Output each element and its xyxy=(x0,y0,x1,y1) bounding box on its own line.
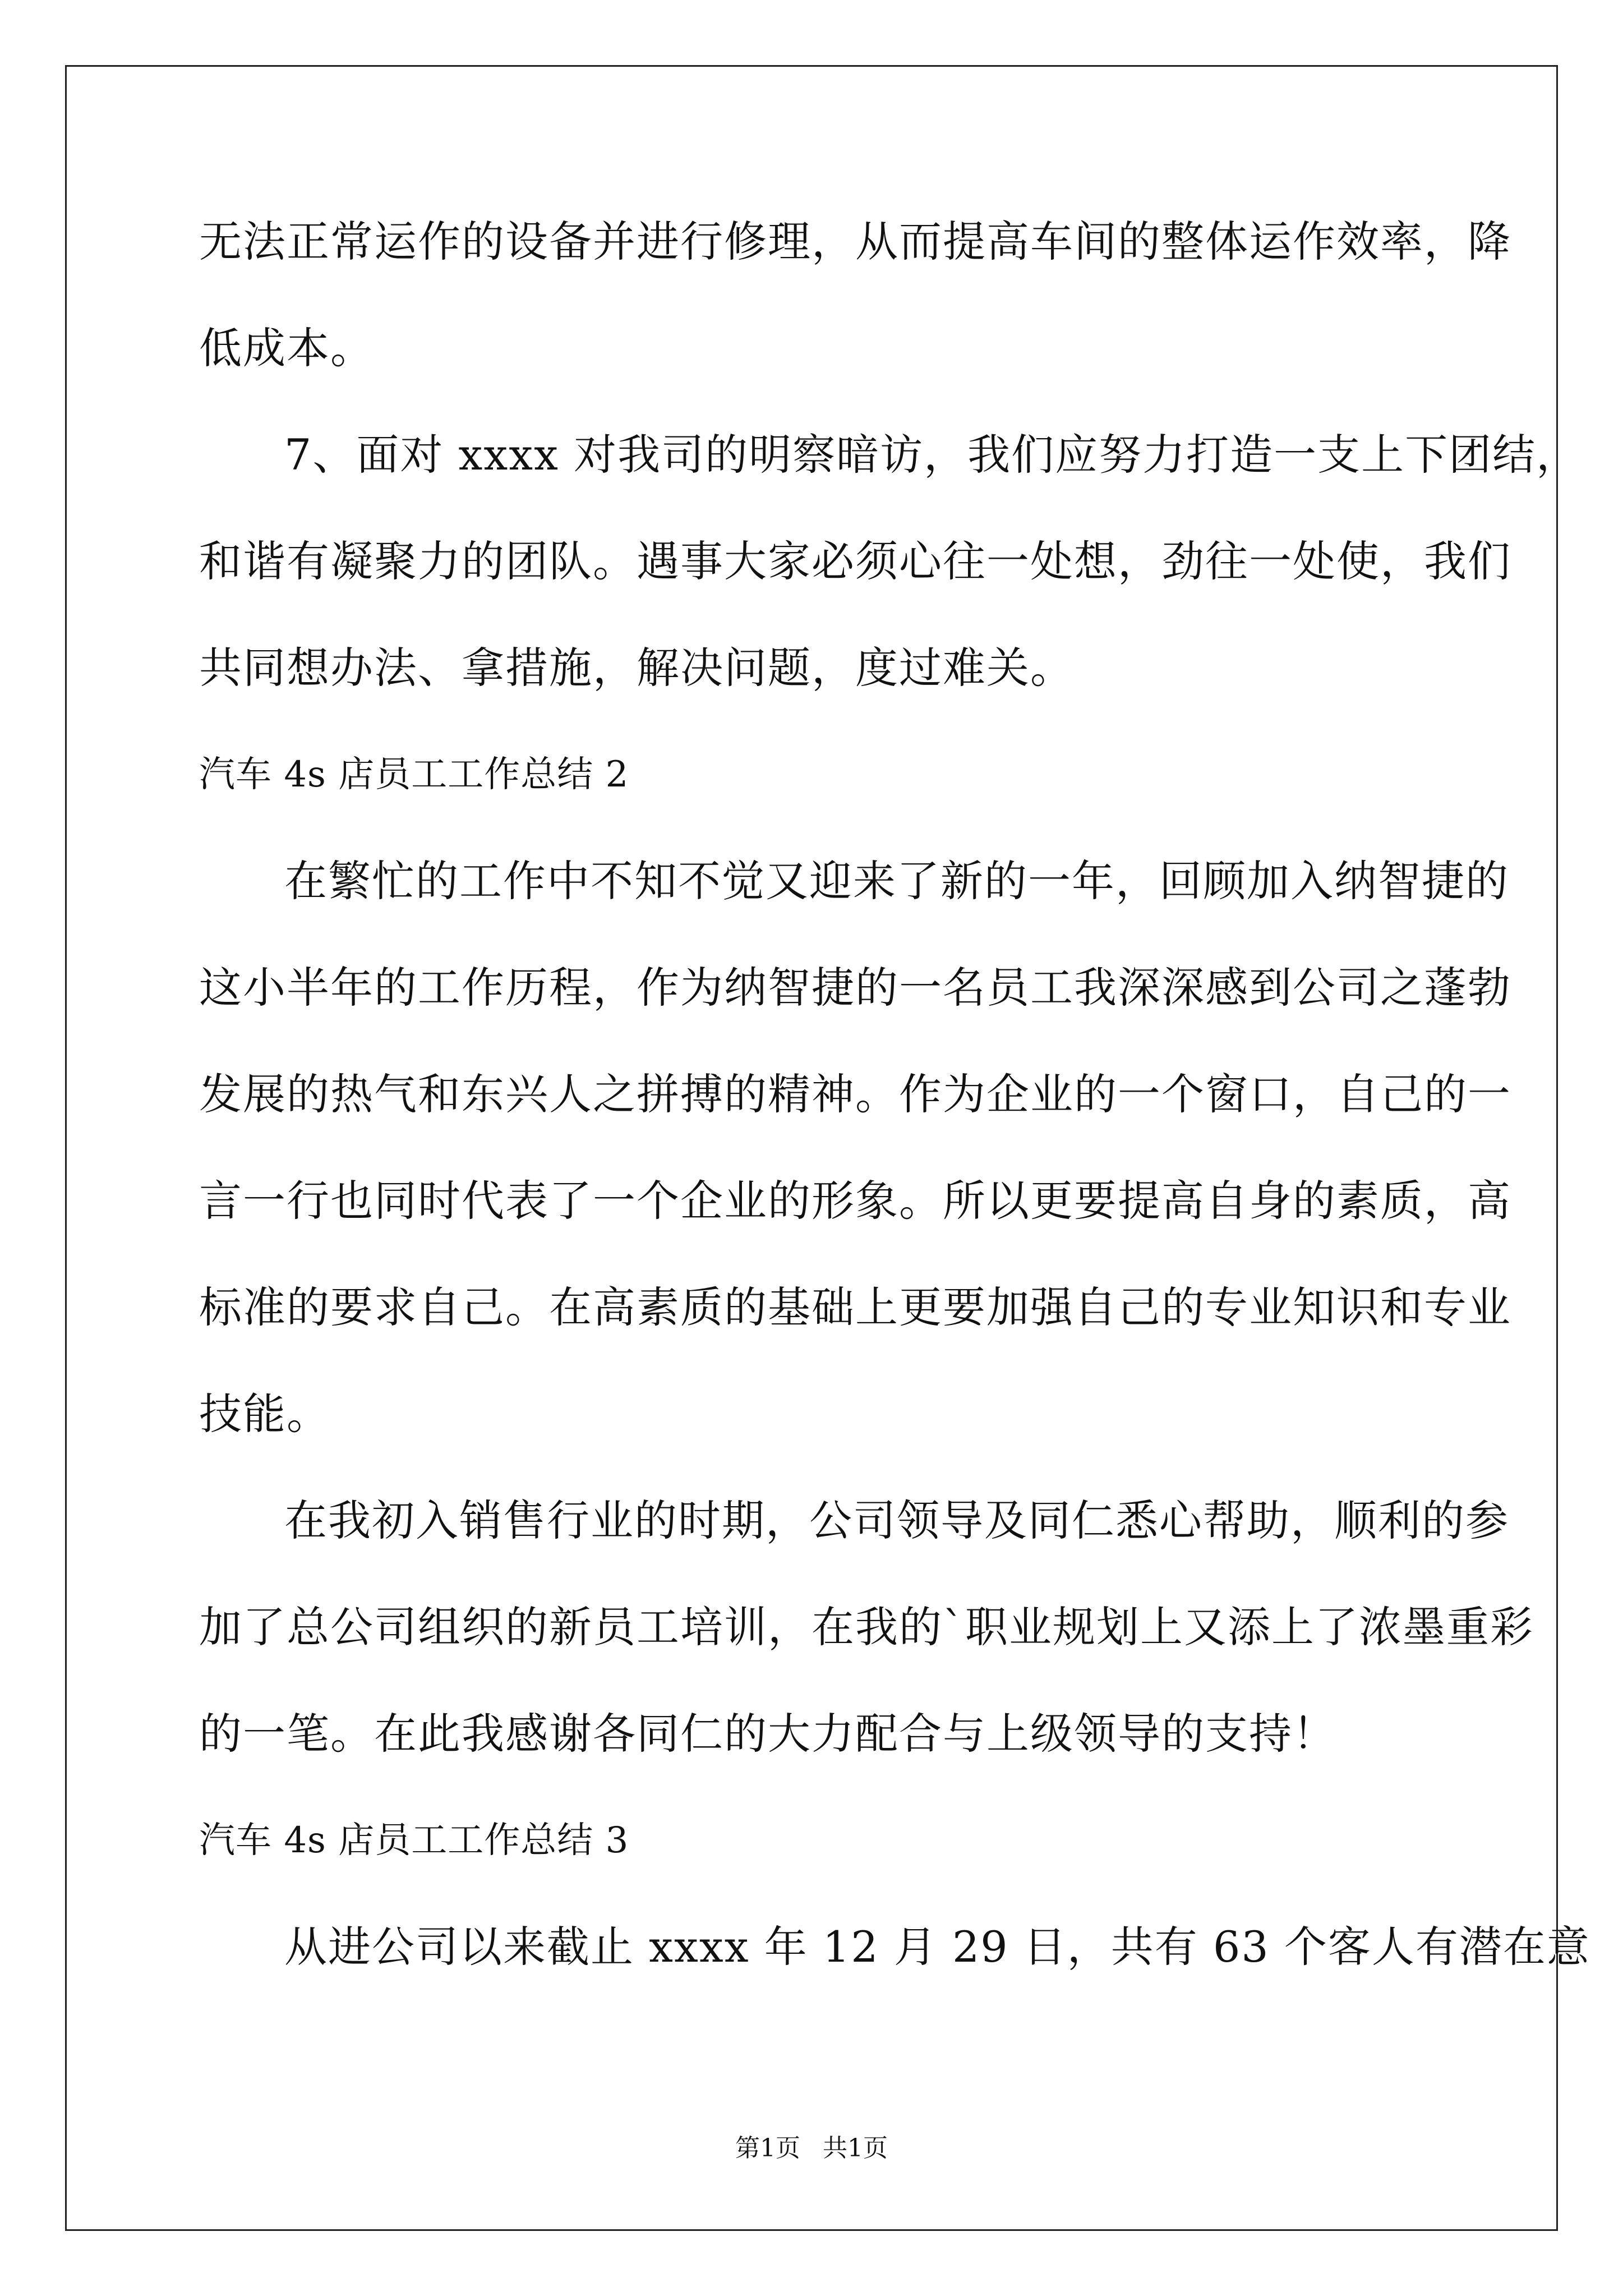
page-footer xyxy=(0,2132,1623,2165)
text-line: 技能。 xyxy=(199,1389,330,1439)
text-line: 和谐有凝聚力的团队。遇事大家必须心往一处想，劲往一处使，我们 xyxy=(199,536,1511,586)
text-line: 加了总公司组织的新员工培训，在我的`职业规划上又添上了浓墨重彩 xyxy=(199,1602,1534,1652)
text-line: 标准的要求自己。在高素质的基础上更要加强自己的专业知识和专业 xyxy=(199,1282,1511,1332)
text-line: 在繁忙的工作中不知不觉又迎来了新的一年，回顾加入纳智捷的 xyxy=(284,856,1509,906)
text-line: 7、面对 xxxx 对我司的明察暗访，我们应努力打造一支上下团结， xyxy=(284,430,1580,480)
text-line: 共同想办法、拿措施，解决问题，度过难关。 xyxy=(199,643,1074,693)
document-body xyxy=(199,211,1590,2023)
text-line: 低成本。 xyxy=(199,323,374,373)
page-total: 共1页 xyxy=(823,2134,888,2162)
section-heading: 汽车 4s 店员工工作总结 3 xyxy=(199,1820,629,1861)
text-line: 发展的热气和东兴人之拼搏的精神。作为企业的一个窗口，自己的一 xyxy=(199,1069,1511,1119)
text-line: 的一笔。在此我感谢各同仁的大力配合与上级领导的支持！ xyxy=(199,1709,1336,1759)
text-line: 这小半年的工作历程，作为纳智捷的一名员工我深深感到公司之蓬勃 xyxy=(199,963,1511,1013)
text-line: 在我初入销售行业的时期，公司领导及同仁悉心帮助，顺利的参 xyxy=(284,1496,1509,1545)
text-line: 言一行也同时代表了一个企业的形象。所以更要提高自身的素质，高 xyxy=(199,1176,1511,1226)
text-line: 从进公司以来截止 xxxx 年 12 月 29 日，共有 63 个客人有潜在意 xyxy=(284,1922,1590,1972)
page-number: 第1页 xyxy=(735,2134,800,2162)
section-heading: 汽车 4s 店员工工作总结 2 xyxy=(199,754,629,795)
text-line: 无法正常运作的设备并进行修理，从而提高车间的整体运作效率，降 xyxy=(199,217,1511,266)
